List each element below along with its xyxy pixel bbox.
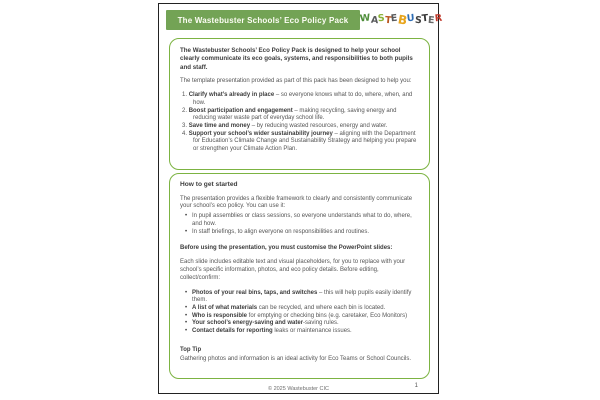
bullet-item bbox=[184, 229, 419, 237]
bullet-item bbox=[184, 328, 419, 336]
logo-letter: E bbox=[427, 14, 435, 27]
document-title: The Wastebuster Schools’ Eco Policy Pack bbox=[177, 15, 349, 25]
item-number: 2. bbox=[182, 107, 188, 114]
page-number: 1 bbox=[414, 383, 418, 389]
logo-letter: S bbox=[377, 12, 386, 25]
item-text: -saving rules. bbox=[303, 320, 339, 327]
item-text: can be recycled, and where each bin is located. bbox=[257, 305, 386, 312]
placeholders-paragraph: Each slide includes editable text and visual placeholders, for you to replace with your school’s specific information, photos, and eco policy details. Before editing, collect/confirm: bbox=[180, 259, 406, 281]
numbered-list bbox=[182, 92, 419, 154]
item-bold: Contact details for reporting bbox=[192, 328, 273, 335]
item-text: – so everyone knows what to do, where, when, and how. bbox=[193, 92, 413, 106]
item-bold: Save time and money bbox=[188, 123, 251, 129]
title-bar bbox=[166, 10, 360, 30]
bullet-item bbox=[184, 213, 419, 228]
item-bold: Support your school’s wider sustainability journey bbox=[188, 130, 333, 137]
top-tip-heading: Top Tip bbox=[180, 346, 202, 353]
page-footer bbox=[159, 383, 438, 395]
item-number: 3. bbox=[182, 123, 188, 129]
logo-letter: B bbox=[396, 12, 409, 28]
item-bold: Clarify what’s already in place bbox=[188, 92, 275, 99]
item-text: – making recycling, saving energy and reducing water waste part of everyday school life. bbox=[193, 107, 397, 122]
list-item bbox=[182, 123, 419, 131]
document-page bbox=[158, 3, 443, 394]
list-item bbox=[182, 108, 419, 123]
list-item bbox=[182, 131, 419, 154]
item-text: leaks or maintenance issues. bbox=[272, 328, 352, 335]
item-text: for emptying or checking bins (e.g. caretaker, Eco Monitors) bbox=[247, 312, 408, 319]
template-help-line: The template presentation provided as part of this pack has been designed to help you: bbox=[180, 78, 412, 85]
top-tip-text: Gathering photos and information is an ideal activity for Eco Teams or School Councils. bbox=[180, 355, 412, 362]
item-bold: Photos of your real bins, taps, and switches bbox=[192, 289, 318, 296]
customise-heading: Before using the presentation, you must customise the PowerPoint slides: bbox=[180, 245, 393, 252]
bullet-item bbox=[184, 290, 419, 305]
usage-bullet-list bbox=[184, 213, 419, 236]
logo-letter: T bbox=[420, 12, 429, 25]
item-bold: Boost participation and engagement bbox=[188, 107, 293, 114]
bullet-text: In staff briefings, to align everyone on responsibilities and routines. bbox=[192, 228, 369, 235]
wastebuster-logo bbox=[359, 9, 443, 31]
item-number: 1. bbox=[182, 92, 188, 99]
section-heading: How to get started bbox=[180, 181, 238, 188]
logo-letter: R bbox=[433, 12, 443, 25]
item-text: – aligning with the Department for Education’s Climate Change and Sustainability Strategy and helping you prepare or strengthen your Climate Action Plan. bbox=[193, 130, 417, 153]
item-number: 4. bbox=[182, 130, 188, 137]
bullet-item bbox=[184, 313, 419, 321]
collect-bullet-list bbox=[184, 290, 419, 336]
bullet-item bbox=[184, 320, 419, 328]
logo-letter: U bbox=[406, 12, 416, 25]
item-bold: Who is responsible bbox=[192, 312, 248, 319]
logo-letter: E bbox=[390, 12, 399, 25]
intro-box bbox=[169, 38, 430, 170]
item-bold: A list of what materials bbox=[192, 305, 258, 312]
list-item bbox=[182, 92, 419, 107]
how-to-box bbox=[169, 173, 430, 379]
bullet-text: In pupil assemblies or class sessions, so everyone understands what to do, where, and how. bbox=[192, 213, 412, 227]
bullet-item bbox=[184, 305, 419, 313]
usage-paragraph: The presentation provides a flexible framework to clearly and consistently communicate your school’s eco policy. You can use it: bbox=[180, 195, 413, 210]
lead-paragraph: The Wastebuster Schools’ Eco Policy Pack is designed to help your school clearly communicate its eco goals, systems, and responsibilities to both pupils and staff. bbox=[180, 47, 413, 71]
logo-letter: W bbox=[359, 12, 372, 25]
logo-letter: A bbox=[370, 14, 379, 27]
item-bold: Your school’s energy-saving and water bbox=[192, 320, 304, 327]
copyright-text: © 2025 Wastebuster CIC bbox=[267, 386, 329, 392]
logo-letter: T bbox=[384, 14, 392, 27]
logo-letter: S bbox=[414, 14, 422, 27]
item-text: – this will help pupils easily identify them. bbox=[192, 289, 412, 304]
item-text: – by reducing wasted resources, energy and water. bbox=[250, 123, 388, 129]
